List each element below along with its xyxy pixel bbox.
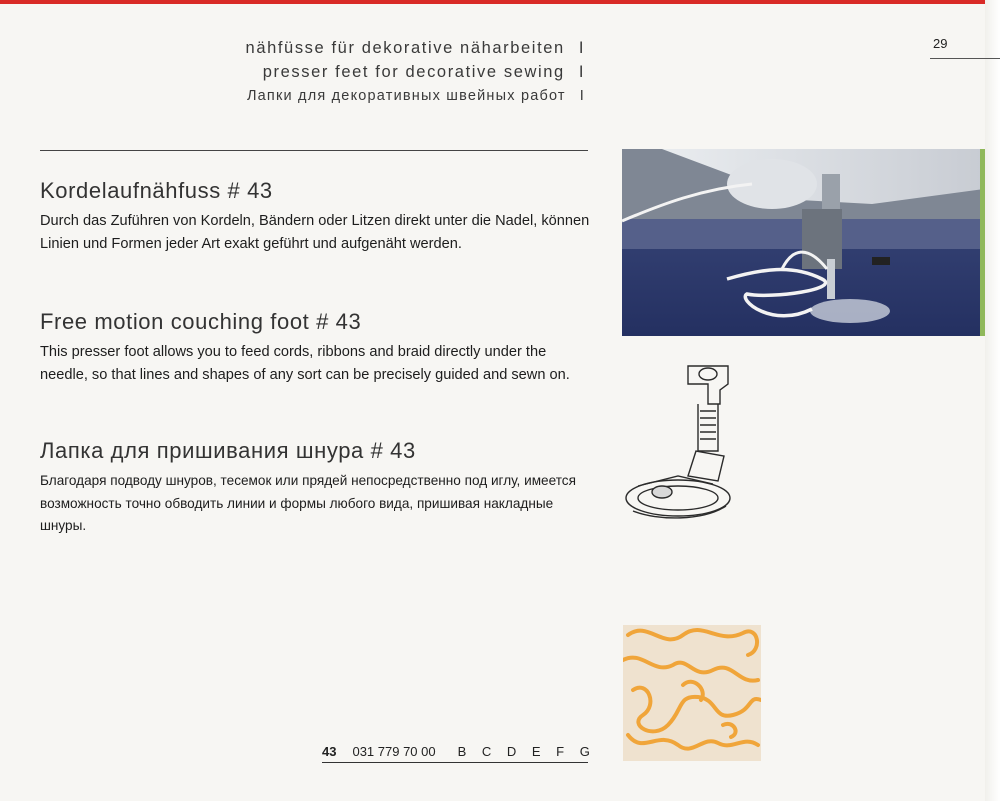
stitch-sample-photo [623,625,761,761]
header-text-en: presser feet for decorative sewing [262,63,565,81]
photo-green-edge [980,149,985,336]
section-title-german: Kordelaufnähfuss # 43 [40,178,273,203]
article-number: 031 779 70 00 [352,744,436,759]
section-german [40,178,592,256]
top-accent-bar [0,0,1000,4]
page-number: 29 [933,36,948,51]
page-header [246,36,585,108]
header-line-de [246,36,585,60]
article-info [322,744,596,759]
sewing-machine-photo [622,149,984,336]
section-english [40,309,592,387]
header-rule [40,150,588,151]
foot-number: 43 [322,744,337,759]
machine-models: B C D E F G [457,744,596,759]
section-text-german: Durch das Zuführen von Kordeln, Bändern oder Litzen direkt unter die Nadel, können Linien und Formen jeder Art exakt geführt und aufgenäht werden. [40,213,590,252]
header-line-ru [246,84,585,108]
header-separator: I [578,63,585,81]
section-russian [40,438,592,538]
section-text-english: This presser foot allows you to feed cords, ribbons and braid directly under the needle, so that lines and shapes of any sort can be precisely guided and sewn on. [40,344,570,383]
header-line-en [246,60,585,84]
presser-foot-drawing [618,356,748,526]
header-text-ru: Лапки для декоративных швейных работ [246,88,566,104]
page-number-rule [930,58,1000,59]
section-title-english: Free motion couching foot # 43 [40,309,362,334]
section-title-russian: Лапка для пришивания шнура # 43 [40,438,416,463]
page-gutter [985,0,1000,801]
section-text-russian: Благодаря подводу шнуров, тесемок или прядей непосредственно под иглу, имеется возможность точно обводить линии и формы любого вида, пришивая накладные шнуры. [40,473,576,533]
header-text-de: nähfüsse für dekorative näharbeiten [245,39,565,57]
header-separator: I [579,88,585,104]
footer-rule [322,762,588,763]
header-separator: I [578,39,585,57]
